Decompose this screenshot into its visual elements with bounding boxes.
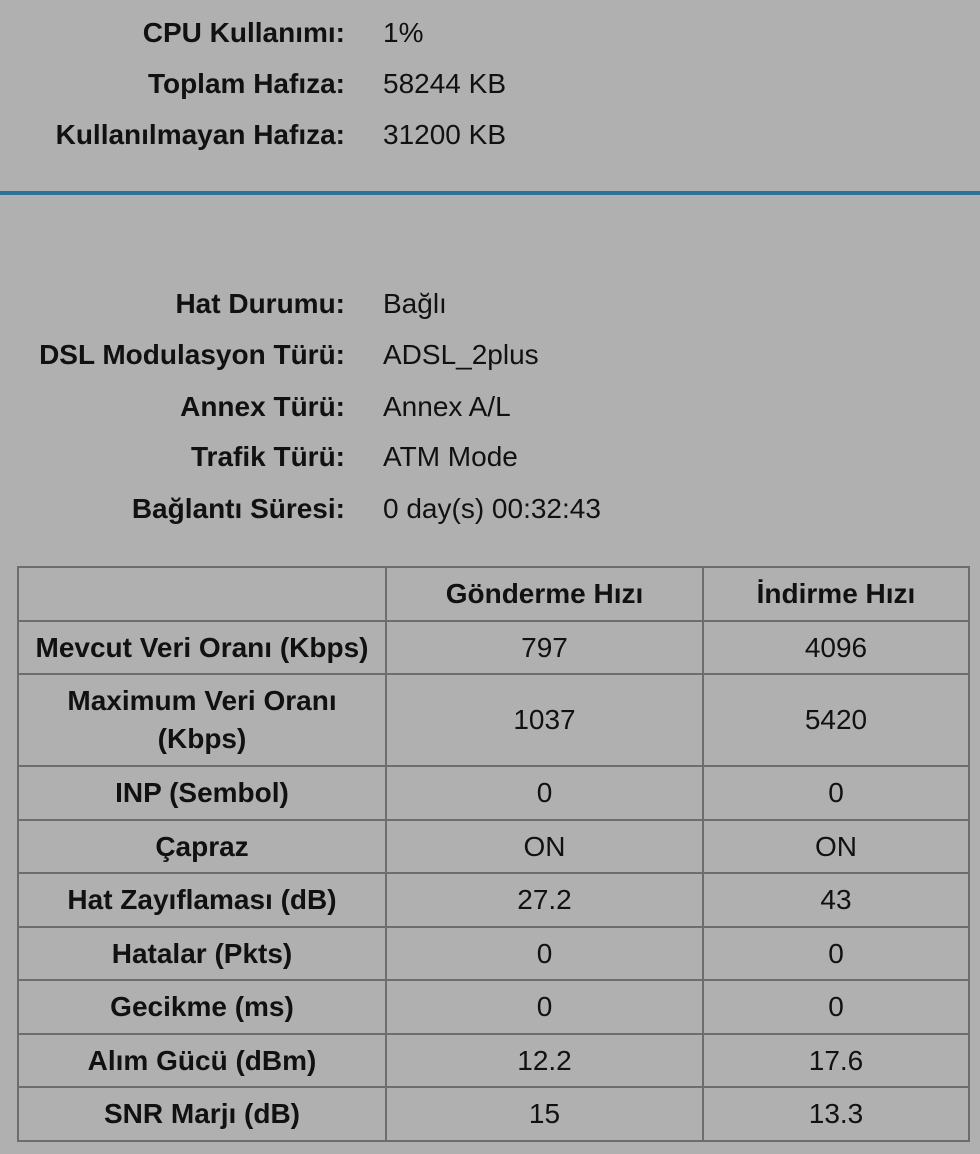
total-memory-label: Toplam Hafıza: <box>147 68 345 99</box>
row-label: INP (Sembol) <box>18 766 386 820</box>
cpu-usage-row <box>0 8 980 58</box>
downstream-value: 43 <box>703 873 969 927</box>
upstream-value: 12.2 <box>386 1034 703 1087</box>
row-label: Mevcut Veri Oranı (Kbps) <box>18 621 386 674</box>
upstream-value: 0 <box>386 927 703 980</box>
cpu-usage-value: 1% <box>383 17 424 48</box>
modulation-type-label: DSL Modulasyon Türü: <box>39 339 345 370</box>
free-memory-value: 31200 KB <box>383 119 506 150</box>
traffic-type-row <box>0 432 980 482</box>
table-row <box>18 980 969 1034</box>
table-row <box>18 927 969 980</box>
row-label: Maximum Veri Oranı (Kbps) <box>18 674 386 766</box>
header-downstream: İndirme Hızı <box>703 567 969 621</box>
dsl-stats-table <box>17 566 970 1142</box>
downstream-value: 0 <box>703 980 969 1034</box>
connection-time-value: 0 day(s) 00:32:43 <box>383 493 601 524</box>
line-status-row <box>0 279 980 329</box>
annex-type-label: Annex Türü: <box>180 391 345 422</box>
upstream-value: 15 <box>386 1087 703 1141</box>
upstream-value: 797 <box>386 621 703 674</box>
traffic-type-label: Trafik Türü: <box>190 441 345 472</box>
upstream-value: 27.2 <box>386 873 703 927</box>
connection-time-label: Bağlantı Süresi: <box>131 493 345 524</box>
row-label: Çapraz <box>18 820 386 873</box>
connection-time-row <box>0 484 980 534</box>
free-memory-row <box>0 110 980 160</box>
table-row <box>18 820 969 873</box>
table-row <box>18 1034 969 1087</box>
section-divider <box>0 191 980 195</box>
modulation-type-row <box>0 330 980 380</box>
line-status-value: Bağlı <box>383 288 447 319</box>
free-memory-label: Kullanılmayan Hafıza: <box>55 119 345 150</box>
total-memory-value: 58244 KB <box>383 68 506 99</box>
table-row <box>18 1087 969 1141</box>
row-label: Hatalar (Pkts) <box>18 927 386 980</box>
downstream-value: 0 <box>703 927 969 980</box>
table-row <box>18 674 969 766</box>
annex-type-row <box>0 382 980 432</box>
row-label: Gecikme (ms) <box>18 980 386 1034</box>
downstream-value: 5420 <box>703 674 969 766</box>
header-upstream: Gönderme Hızı <box>386 567 703 621</box>
upstream-value: 0 <box>386 766 703 820</box>
downstream-value: 4096 <box>703 621 969 674</box>
downstream-value: 0 <box>703 766 969 820</box>
modulation-type-value: ADSL_2plus <box>383 339 539 370</box>
row-label: Alım Gücü (dBm) <box>18 1034 386 1087</box>
total-memory-row <box>0 59 980 109</box>
table-row <box>18 621 969 674</box>
downstream-value: 17.6 <box>703 1034 969 1087</box>
upstream-value: 0 <box>386 980 703 1034</box>
table-row <box>18 766 969 820</box>
line-status-label: Hat Durumu: <box>175 288 345 319</box>
traffic-type-value: ATM Mode <box>383 441 518 472</box>
table-header-row <box>18 567 969 621</box>
system-info-section <box>0 0 980 192</box>
downstream-value: ON <box>703 820 969 873</box>
row-label: SNR Marjı (dB) <box>18 1087 386 1141</box>
table-row <box>18 873 969 927</box>
upstream-value: ON <box>386 820 703 873</box>
downstream-value: 13.3 <box>703 1087 969 1141</box>
row-label: Hat Zayıflaması (dB) <box>18 873 386 927</box>
header-empty-cell <box>18 567 386 621</box>
annex-type-value: Annex A/L <box>383 391 511 422</box>
cpu-usage-label: CPU Kullanımı: <box>142 17 345 48</box>
upstream-value: 1037 <box>386 674 703 766</box>
